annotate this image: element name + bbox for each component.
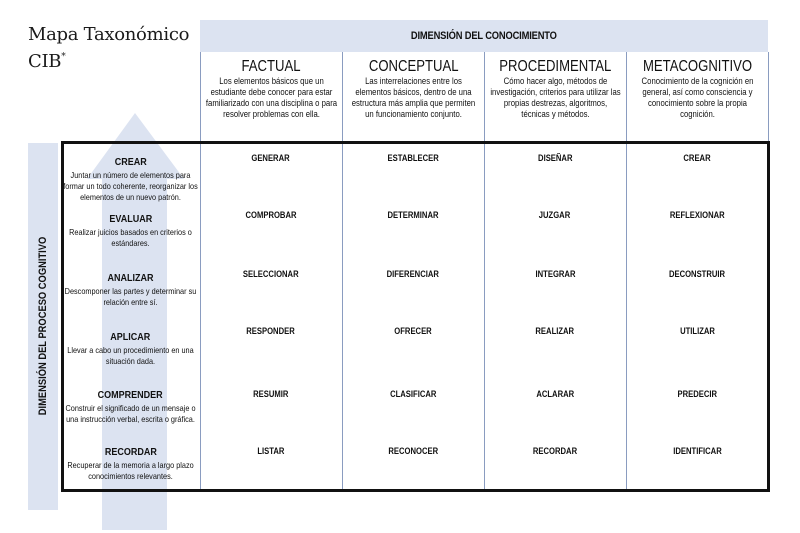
verb-text: RESUMIR [253, 389, 289, 399]
verb-cell [342, 389, 484, 399]
knowledge-dimension-label: DIMENSIÓN DEL CONOCIMIENTO [411, 30, 557, 42]
grid-divider [200, 144, 201, 489]
level-crear [61, 152, 200, 203]
verb-cell [342, 326, 484, 336]
verb-cell [484, 326, 626, 336]
verb-cell [626, 326, 768, 336]
level-name: ANALIZAR [107, 273, 154, 284]
verb-text: RECONOCER [388, 446, 438, 456]
verb-text: RECORDAR [532, 446, 578, 456]
verb-text: IDENTIFICAR [672, 446, 722, 456]
verb-text: REFLEXIONAR [669, 210, 725, 220]
verb-cell [626, 446, 768, 456]
verb-text: DIFERENCIAR [386, 269, 440, 279]
verb-text: DISEÑAR [537, 153, 573, 163]
column-name: METACOGNITIVO [642, 58, 753, 75]
verb-text: SELECCIONAR [243, 269, 299, 279]
verb-cell [484, 153, 626, 163]
level-description: Construir el significado de un mensaje o una instrucción verbal, escrita o gráfica. [65, 403, 196, 424]
verb-cell [626, 210, 768, 220]
level-description: Recuperar de la memoria a largo plazo conocimientos relevantes. [67, 460, 194, 481]
verb-text: RESPONDER [246, 326, 296, 336]
verb-cell [626, 269, 768, 279]
verb-cell [342, 153, 484, 163]
title-line-2: CIB* [28, 51, 66, 72]
verb-text: ESTABLECER [387, 153, 439, 163]
verb-grid [200, 144, 767, 489]
cognitive-levels [61, 144, 200, 489]
verb-text: CREAR [683, 153, 711, 163]
level-analizar [61, 268, 200, 308]
verb-cell [484, 269, 626, 279]
level-description: Descomponer las partes y determinar su relación entre sí. [64, 286, 197, 307]
grid-divider [626, 144, 627, 489]
verb-cell [200, 446, 342, 456]
verb-cell [200, 153, 342, 163]
verb-text: PREDECIR [677, 389, 717, 399]
grid-divider [484, 144, 485, 489]
level-name: CREAR [114, 157, 147, 168]
level-comprender [61, 385, 200, 425]
verb-text: UTILIZAR [679, 326, 715, 336]
verb-text: JUZGAR [539, 210, 571, 220]
verb-text: COMPROBAR [245, 210, 297, 220]
column-description: Cómo hacer algo, métodos de investigación, criterios para utilizar las propias destrezas, algoritmos, técnicas y métodos. [490, 76, 621, 119]
verb-cell [484, 446, 626, 456]
level-aplicar [61, 327, 200, 367]
verb-text: INTEGRAR [535, 269, 575, 279]
level-description: Llevar a cabo un procedimiento en una situación dada. [67, 345, 194, 366]
verb-cell [200, 389, 342, 399]
verb-cell [484, 210, 626, 220]
column-name: FACTUAL [241, 58, 302, 75]
level-recordar [61, 442, 200, 482]
verb-text: OFRECER [394, 326, 432, 336]
verb-text: REALIZAR [535, 326, 575, 336]
verb-cell [626, 153, 768, 163]
title-line-1: Mapa Taxonómico [28, 24, 190, 45]
level-name: APLICAR [110, 332, 151, 343]
column-description: Las interrelaciones entre los elementos básicos, dentro de una estructura más amplia que permiten un funcionamiento conjunto. [351, 76, 476, 119]
verb-text: DETERMINAR [387, 210, 439, 220]
verb-cell [342, 210, 484, 220]
verb-cell [200, 269, 342, 279]
grid-divider [342, 144, 343, 489]
column-name: CONCEPTUAL [368, 58, 459, 75]
verb-cell [200, 326, 342, 336]
verb-text: LISTAR [257, 446, 285, 456]
column-description: Conocimiento de la cognición en general, así como consciencia y conocimiento sobre la propia cognición. [641, 76, 754, 119]
level-description: Juntar un número de elementos para formar un todo coherente, reorganizar los elementos de un nuevo patrón. [63, 170, 198, 202]
verb-cell [200, 210, 342, 220]
column-description: Los elementos básicos que un estudiante debe conocer para estar familiarizado con una disciplina o para resolver problemas con ella. [205, 76, 338, 119]
level-name: EVALUAR [109, 214, 152, 225]
verb-cell [626, 389, 768, 399]
verb-cell [342, 446, 484, 456]
level-name: COMPRENDER [97, 390, 163, 401]
verb-text: ACLARAR [536, 389, 574, 399]
verb-cell [484, 389, 626, 399]
level-evaluar [61, 209, 200, 249]
verb-text: GENERAR [251, 153, 291, 163]
level-name: RECORDAR [104, 447, 157, 458]
column-name: PROCEDIMENTAL [499, 58, 612, 75]
process-dimension-label: DIMENSIÓN DEL PROCESO COGNITIVO [37, 236, 49, 416]
level-description: Realizar juicios basados en criterios o estándares. [69, 227, 192, 248]
verb-text: CLASIFICAR [389, 389, 437, 399]
verb-text: DECONSTRUIR [668, 269, 726, 279]
verb-cell [342, 269, 484, 279]
